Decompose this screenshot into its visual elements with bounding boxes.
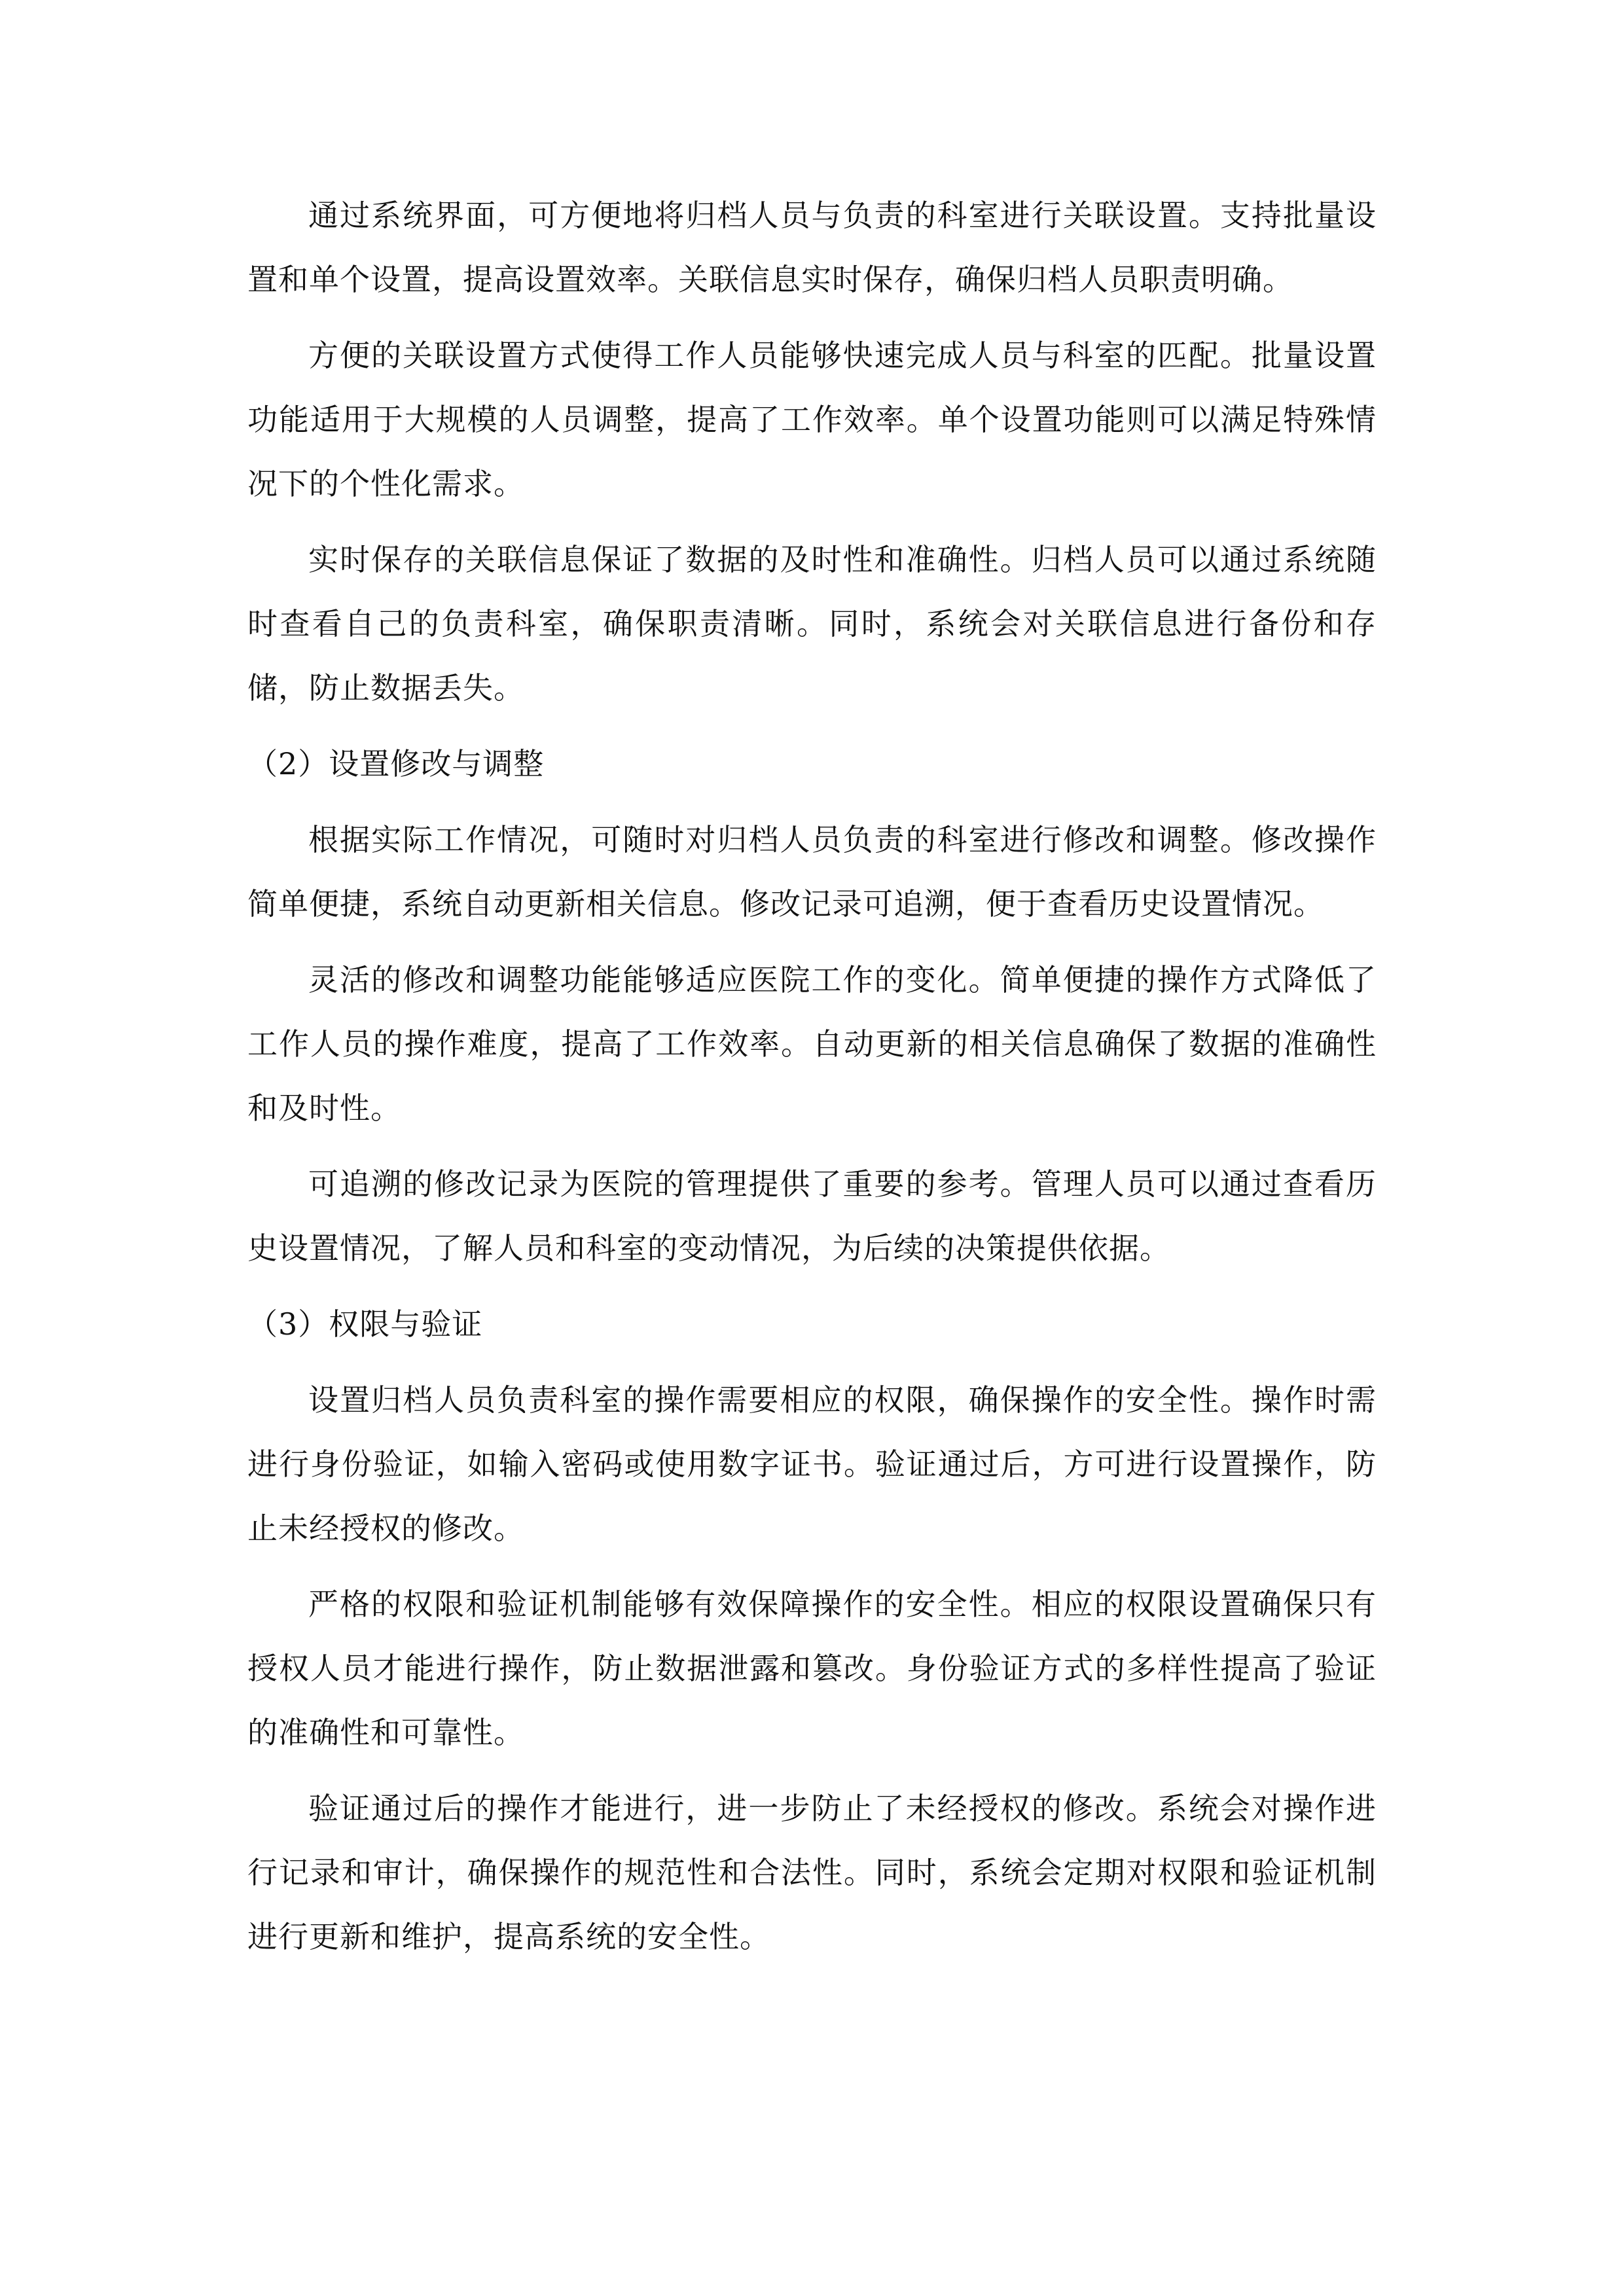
paragraph: 灵活的修改和调整功能能够适应医院工作的变化。简单便捷的操作方式降低了工作人员的操作难度，提高了工作效率。自动更新的相关信息确保了数据的准确性和及时性。 xyxy=(247,962,1377,1126)
paragraph: 验证通过后的操作才能进行，进一步防止了未经授权的修改。系统会对操作进行记录和审计，确保操作的规范性和合法性。同时，系统会定期对权限和验证机制进行更新和维护，提高系统的安全性。 xyxy=(247,1791,1377,1954)
paragraph: 根据实际工作情况，可随时对归档人员负责的科室进行修改和调整。修改操作简单便捷，系统自动更新相关信息。修改记录可追溯，便于查看历史设置情况。 xyxy=(247,822,1377,922)
paragraph: 严格的权限和验证机制能够有效保障操作的安全性。相应的权限设置确保只有授权人员才能进行操作，防止数据泄露和篡改。身份验证方式的多样性提高了验证的准确性和可靠性。 xyxy=(247,1587,1377,1750)
section-heading: （3）权限与验证 xyxy=(247,1306,483,1342)
paragraph: 通过系统界面，可方便地将归档人员与负责的科室进行关联设置。支持批量设置和单个设置，提高设置效率。关联信息实时保存，确保归档人员职责明确。 xyxy=(247,198,1377,297)
section-heading: （2）设置修改与调整 xyxy=(247,746,545,781)
document-body xyxy=(247,183,1377,1981)
paragraph: 设置归档人员负责科室的操作需要相应的权限，确保操作的安全性。操作时需进行身份验证，如输入密码或使用数字证书。验证通过后，方可进行设置操作，防止未经授权的修改。 xyxy=(247,1382,1377,1546)
paragraph: 可追溯的修改记录为医院的管理提供了重要的参考。管理人员可以通过查看历史设置情况，了解人员和科室的变动情况，为后续的决策提供依据。 xyxy=(247,1166,1377,1266)
paragraph: 方便的关联设置方式使得工作人员能够快速完成人员与科室的匹配。批量设置功能适用于大规模的人员调整，提高了工作效率。单个设置功能则可以满足特殊情况下的个性化需求。 xyxy=(247,338,1377,501)
paragraph: 实时保存的关联信息保证了数据的及时性和准确性。归档人员可以通过系统随时查看自己的负责科室，确保职责清晰。同时，系统会对关联信息进行备份和存储，防止数据丢失。 xyxy=(247,542,1377,706)
